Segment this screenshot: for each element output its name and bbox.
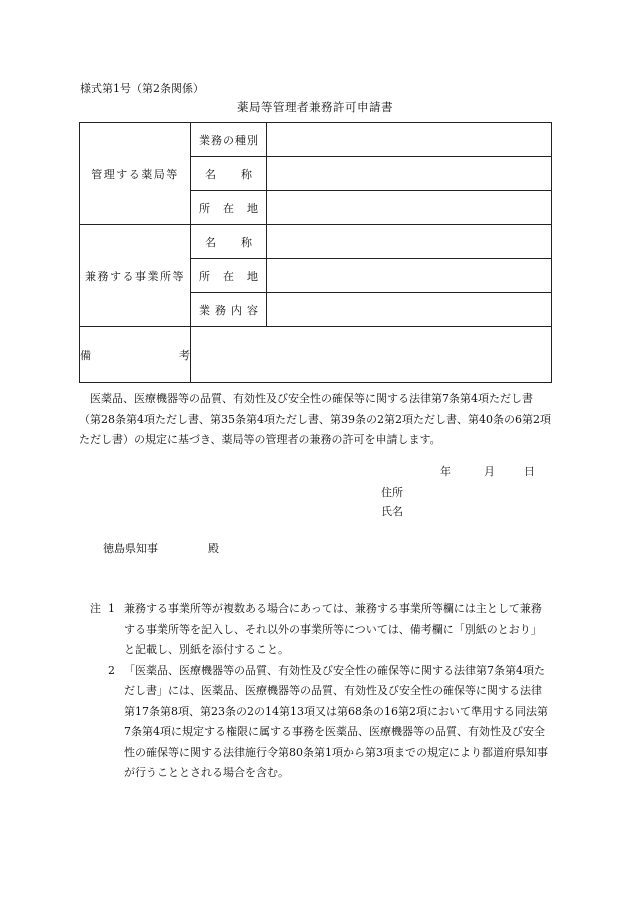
note-number: 2 (108, 663, 115, 677)
label-name-1 (191, 157, 267, 191)
name-label: 氏名 (381, 505, 403, 518)
field-business-content[interactable] (267, 293, 552, 327)
label-name-2 (191, 225, 267, 259)
addressee-suffix: 殿 (208, 542, 219, 555)
label-text: 名 称 (205, 235, 252, 249)
note-item (90, 599, 552, 661)
remarks-char-1: 備 (80, 348, 91, 362)
date-month: 月 (484, 465, 495, 478)
date-year: 年 (440, 465, 451, 478)
note-item (90, 661, 552, 784)
note-text: 「医薬品、医療機器等の品質、有効性及び安全性の確保等に関する法律第7条第4項ただし書」には、医薬品、医療機器等の品質、有効性及び安全性の確保等に関する法律第17条第8項、第23条の2の14第13項又は第68条の16第2項において準用する同法第7条第4項に規定する権限に属する事務を医薬品、医療機器等の品質、有効性及び安全性の確保等に関する法律施行令第80条第1項から第3項までの規定により都道府県知事が行うこととされる場合を含む。 (124, 663, 548, 779)
application-statement: 医薬品、医療機器等の品質、有効性及び安全性の確保等に関する法律第7条第4項ただし書（第28条第4項ただし書、第35条第4項ただし書、第39条の2第2項ただし書、第40条の6第2項ただし書）の規定に基づき、薬局等の管理者の兼務の許可を申請します。 (79, 392, 551, 446)
label-text: 所 在 地 (199, 201, 258, 215)
label-text: 名 称 (205, 167, 252, 181)
label-location-2 (191, 259, 267, 293)
group-managed-pharmacy: 管理する薬局等 (80, 123, 191, 225)
field-location-2[interactable] (267, 259, 552, 293)
note-text: 兼務する事業所等が複数ある場合にあっては、兼務する事業所等欄には主として兼務する事業所等を記入し、それ以外の事業所等については、備考欄に「別紙のとおり」と記載し、別紙を添付すること。 (124, 602, 542, 656)
field-name-1[interactable] (267, 157, 552, 191)
label-text: 所 在 地 (199, 269, 258, 283)
addressee-name: 徳島県知事 (103, 542, 158, 555)
form-number: 様式第1号（第2条関係） (80, 82, 204, 95)
field-location-1[interactable] (267, 191, 552, 225)
date-day: 日 (524, 465, 535, 478)
label-business-content (191, 293, 267, 327)
note-number: 1 (108, 602, 115, 615)
document-title: 薬局等管理者兼務許可申請書 (237, 100, 393, 114)
addressee (103, 540, 219, 556)
field-business-type[interactable] (267, 123, 552, 157)
label-business-type (191, 123, 267, 157)
address-label: 住所 (381, 486, 403, 499)
remarks-char-2: 考 (179, 348, 190, 362)
notes-prefix: 注 (90, 602, 101, 615)
field-remarks[interactable] (191, 327, 552, 383)
label-text: 業 務 内 容 (199, 303, 258, 317)
field-name-2[interactable] (267, 225, 552, 259)
application-table (79, 122, 552, 383)
label-text: 業 務 の 種 別 (199, 133, 258, 147)
label-location-1 (191, 191, 267, 225)
date-line (440, 463, 535, 479)
group-concurrent-office: 兼務する事業所等 (80, 225, 191, 327)
label-remarks (80, 327, 191, 383)
notes-section (90, 599, 552, 784)
